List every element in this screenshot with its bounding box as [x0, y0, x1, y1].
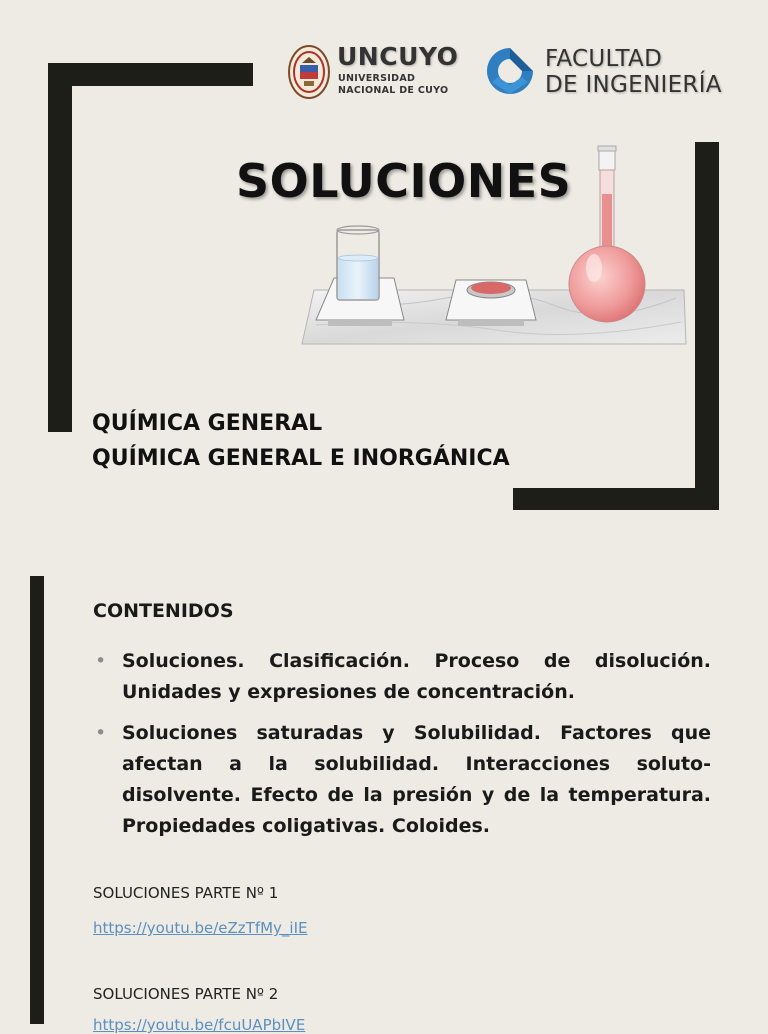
lab-glassware-illustration	[296, 140, 691, 350]
uncuyo-name: UNCUYO	[337, 42, 459, 71]
uncuyo-subtitle-line2: NACIONAL DE CUYO	[338, 85, 449, 96]
faculty-logo-icon	[482, 44, 538, 98]
uncuyo-subtitle-line1: UNIVERSIDAD	[338, 73, 416, 84]
part-2-link[interactable]: https://youtu.be/fcuUAPbIVE	[93, 1016, 306, 1034]
course-name-2: QUÍMICA GENERAL E INORGÁNICA	[92, 446, 510, 471]
list-item-text: Soluciones. Clasificación. Proceso de disolución. Unidades y expresiones de concentración.	[122, 650, 711, 703]
frame-top-left-vertical	[48, 63, 72, 432]
contents-heading: CONTENIDOS	[93, 600, 234, 622]
part-2-label: SOLUCIONES PARTE Nº 2	[93, 985, 279, 1003]
contents-list	[93, 646, 711, 852]
list-item	[93, 718, 711, 842]
frame-top-left-horizontal	[48, 63, 253, 86]
uncuyo-seal-icon	[288, 45, 330, 99]
faculty-name-line1: FACULTAD	[545, 46, 663, 72]
list-item-text: Soluciones saturadas y Solubilidad. Factores que afectan a la solubilidad. Interacciones soluto-disolvente. Efecto de la presión y de la temperatura. Propiedades coligativas. Coloides.	[122, 722, 711, 837]
bullet-icon: •	[95, 650, 107, 672]
part-1-link[interactable]: https://youtu.be/eZzTfMy_iIE	[93, 919, 308, 937]
course-name-1: QUÍMICA GENERAL	[92, 411, 323, 436]
uncuyo-subtitle	[338, 73, 448, 97]
faculty-name	[545, 46, 722, 98]
part-1-label: SOLUCIONES PARTE Nº 1	[93, 884, 279, 902]
faculty-name-line2: DE INGENIERÍA	[545, 72, 722, 98]
bullet-icon: •	[95, 722, 107, 744]
page-title: SOLUCIONES	[236, 154, 572, 208]
frame-bottom-right-vertical	[695, 142, 719, 510]
course-subtitle	[92, 406, 510, 476]
frame-left-accent-bar	[30, 576, 44, 1024]
list-item	[93, 646, 711, 708]
frame-bottom-right-horizontal	[513, 488, 719, 510]
